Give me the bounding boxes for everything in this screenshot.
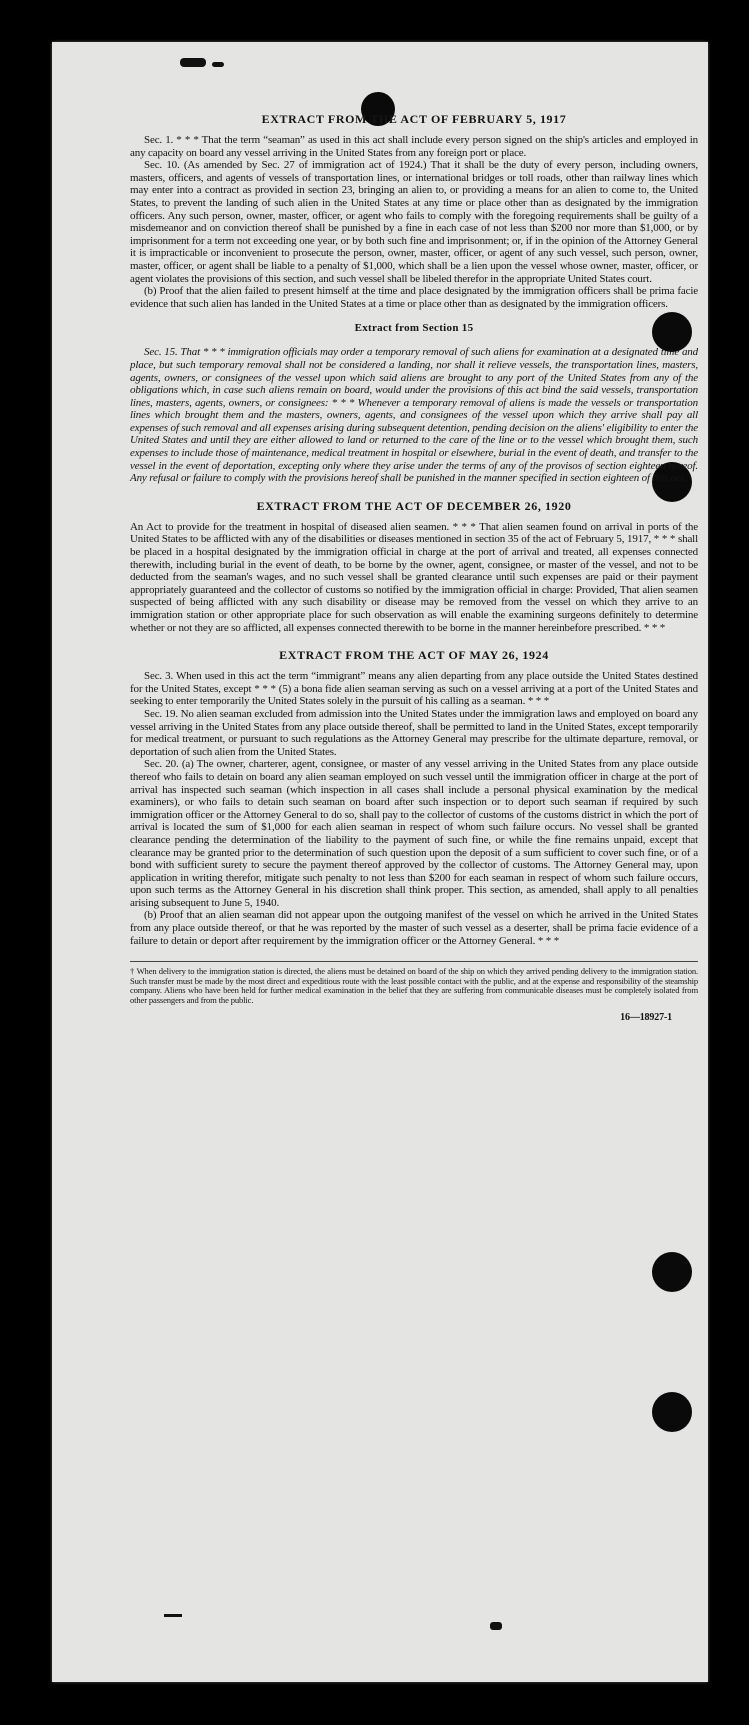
section-heading: EXTRACT FROM THE ACT OF MAY 26, 1924 [279,648,549,663]
section-heading: EXTRACT FROM THE ACT OF DECEMBER 26, 1920 [256,498,572,513]
paragraph: Sec. 1. * * * That the term “seaman” as used in this act shall include every person signed on the ship's articles and employed in any capacity on board any vessel arriving in the United States from any foreign port or place. [130,134,698,159]
paragraph: Sec. 19. No alien seaman excluded from admission into the United States under the immigration laws and employed on board any vessel arriving in the United States from any place outside thereof, shall be permitted to land in the United States, except temporarily for medical treatment, or pursuant to such regulations as the Attorney General may prescribe for the ultimate departure, removal, or deportation of such alien from the United States. [130,707,698,758]
punch-hole-right-3 [652,1252,692,1292]
paragraph: (b) Proof that an alien seaman did not appear upon the outgoing manifest of the vessel on which he arrived in the United States from any place outside thereof, or that he was reported by the master of such vessel as a deserter, shall be prima facie evidence of a failure to detain or deport after requirement by the immigration officer or the Attorney General. * * * [130,909,698,947]
paragraph: (b) Proof that the alien failed to present himself at the time and place designated by the immigration officers shall be prima facie evidence that such alien has landed in the United States at a time or place other than as designated by the immigration officers. [130,285,698,310]
section-15 [130,322,698,485]
punch-hole-right-4 [652,1392,692,1432]
ink-mark [180,58,206,67]
section-act-1924 [130,648,698,947]
section-act-1917 [130,112,698,310]
paragraph: Sec. 15. That * * * immigration officials may order a temporary removal of such aliens for examination at a designated time and place, but such temporary removal shall not be considered a landing, nor shall it relieve vessels, the transportation lines, masters, agents, owners, or consignees of the vessel upon which said aliens are brought to any port of the United States from any of the obligations which, in case such aliens remain on board, would under the provisions of this act bind the said vessels, transportation lines, masters, agents, owners, or consignees: * * * Whenever a temporary removal of aliens is made the vessels or transportation lines which brought them and the masters, owners, agents, and consignees of the vessel upon which they arrive shall pay all expenses of such removal and all expenses arising during subsequent detention, pending decision on the aliens' eligibility to enter the United States and until they are either allowed to land or returned to the care of the line or to the vessel which brought them, such expenses to include those of maintenance, medical treatment in hospital or elsewhere, burial in the event of death, and transfer to the vessel in the event of deportation, excepting only where they arise under the terms of any of the provisos of section eighteen hereof. Any refusal or failure to comply with the provisions hereof shall be punished in the manner specified in section eighteen of this act. [130,346,698,485]
ink-mark [212,62,224,67]
section-act-1920 [130,499,698,634]
ink-mark [164,1614,182,1617]
section-heading: Extract from Section 15 [354,322,474,335]
paragraph: Sec. 10. (As amended by Sec. 27 of immigration act of 1924.) That it shall be the duty of every person, including owners, masters, officers, and agents of vessels of transportation lines, or international bridges or toll roads, other than railway lines which may enter into a contract as provided in section 23, bringing an alien to, or providing a means for an alien to come to, the United States, to prevent the landing of such alien in the United States at any time or place other than as designated by the immigration officers. Any such person, owner, master, officer, or agent who fails to comply with the foregoing requirements shall be guilty of a misdemeanor and on conviction thereof shall be punished by a fine in each case of not less than $200 nor more than $1,000, or by imprisonment for a term not exceeding one year, or by both such fine and imprisonment; or, if in the opinion of the Attorney General it is impracticable or inconvenient to prosecute the person, owner, master, officer, or agent of any such vessel, such person, owner, master, officer, or agent shall be liable to a penalty of $1,000, which shall be a lien upon the vessel whose owner, master, officer, or agent violates the provisions of this section, and such vessel shall be libeled therefor in the appropriate United States court. [130,159,698,285]
section-heading: EXTRACT FROM THE ACT OF FEBRUARY 5, 1917 [261,112,567,126]
ink-mark [490,1622,502,1630]
paragraph: Sec. 3. When used in this act the term “immigrant” means any alien departing from any place outside the United States destined for the United States, except * * * (5) a bona fide alien seaman serving as such on a vessel arriving at a port of the United States and seeking to enter temporarily the United States solely in the pursuit of his calling as a seaman. * * * [130,670,698,708]
paragraph: Sec. 20. (a) The owner, charterer, agent, consignee, or master of any vessel arriving in the United States from any place outside thereof who fails to detain on board any alien seaman employed on such vessel until the immigration officer in charge at the port of arrival has inspected such seaman (which inspection in all cases shall include a personal physical examination by the medical examiners), or who fails to detain such seaman on board after such inspection or to deport such seaman if required by such immigration officer or the Attorney General to do so, shall pay to the collector of customs of the customs district in which the port of arrival is located the sum of $1,000 for each alien seaman in respect of whom such failure occurs. No vessel shall be granted clearance pending the determination of the liability to the payment of such fine, or while the fine remains unpaid, except that clearance may be granted prior to the determination of such question upon the deposit of a sum sufficient to cover such fine, or of a bond with sufficient surety to secure the payment thereof approved by the collector of customs. The Attorney General may, upon application in writing therefor, mitigate such penalty to not less than $200 for each seaman in respect of whom such failure occurs, upon such terms as the Attorney General in his discretion shall think proper. This section, as amended, shall apply to all penalties arising subsequent to June 5, 1940. [130,758,698,909]
document-body [130,112,698,1024]
job-number: 16—18927-1 [620,1011,672,1023]
paragraph: An Act to provide for the treatment in hospital of diseased alien seamen. * * * That alien seamen found on arrival in ports of the United States to be afflicted with any of the disabilities or diseases mentioned in section 35 of the act of February 5, 1917, * * * shall be placed in a hospital designated by the immigration official in charge at the port of arrival and treated, all expenses connected therewith, including burial in the event of death, to be borne by the owner, agent, consignee, or master of the vessel, and not to be deducted from the seaman's wages, and no such vessel shall be granted clearance until such expenses are paid or their payment appropriately guaranteed and the collector of customs so notified by the immigration official in charge: Provided, That alien seamen suspected of being afflicted with any such disability or disease may be removed from the vessel on which they arrive to an immigration station or other appropriate place for such observation as will enable the examining surgeons definitely to determine whether or not they are so afflicted, all expenses connected therewith to be borne in the manner hereinbefore prescribed. * * * [130,520,698,634]
document-page [52,42,708,1682]
footnote: † When delivery to the immigration station is directed, the aliens must be detained on board of the ship on which they arrived pending delivery to the immigration station. Such transfer must be made by the most direct and expeditious route with the least possible contact with the public, and at the expense and responsibility of the steamship company. Aliens who have been held for further medical examination in the belief that they are suffering from communicable diseases must be completely isolated from other passengers and from the public. [130,961,698,1005]
